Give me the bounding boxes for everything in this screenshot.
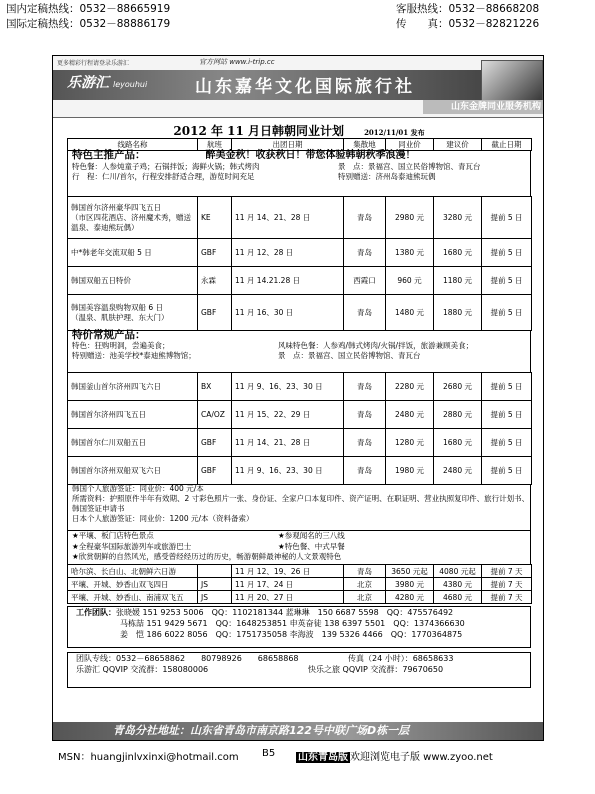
website-link[interactable]: 官方网站 www.i-trip.cc <box>199 58 275 66</box>
fax-number: 传 真：0532－82821226 <box>396 18 540 30</box>
table-row: 韩国首尔仁川双船五日 GBF 11 月 14、21、28 日 青岛 1280 元 1680 元 提前 5 日 <box>68 429 532 457</box>
table-row: 中*韩老年交流双船 5 日 GBF 11 月 12、28 日 青岛 1380 元 1680 元 提前 5 日 <box>68 239 532 267</box>
flyer-frame <box>52 55 544 741</box>
header-banner <box>53 56 543 118</box>
bottom-bar <box>0 746 595 794</box>
regular-table <box>67 372 532 485</box>
msn-contact[interactable]: MSN：huangjinlvxinxi@hotmail.com <box>58 752 239 763</box>
featured-heading: 特色主推产品： <box>72 149 146 161</box>
team-label: 工作团队： <box>76 608 116 617</box>
team-contact: 团队专线：0532－68658862 80798926 68658868 传真（24 小时）：68658633 乐游汇 QQVIP 交流群：158080006 快乐之旅 QQVIP 交流群：79670650 <box>67 652 531 688</box>
featured-table <box>67 196 532 331</box>
regular-heading: 特价常规产品： <box>72 329 146 341</box>
page-number: B5 <box>262 748 276 759</box>
table-row: 韩国双船五日特价 永霖 11 月 14.21.28 日 西霞口 960 元 1180 元 提前 5 日 <box>68 267 532 295</box>
featured-intro: 特色主推产品： 醉美金秋！收获秋日！带您体验韩朝秋季浪漫！ 特色餐：人参炖童子鸡；石锅拌饭；海鲜火锅；韩式烤肉 景 点：景福宫、国立民俗博物馆、青瓦台 行 程：仁川/首尔，行程安排舒适合理，游览时间充足 特别赠送：济州岛泰迪熊玩偶 <box>67 150 531 196</box>
table-row: 平壤、开城、妙香山双飞四日 JS 11 月 17、24 日 北京 3980 元 4380 元 提前 7 天 <box>68 578 532 591</box>
service-hotline: 客服热线：0532－88668208 <box>396 3 540 15</box>
regular-intro: 特价常规产品： 特色：狂购明洞，尝遍美食； 风味特色餐：人参鸡/韩式烤肉/火锅/拌饭，旅游兼顾美食； 特别赠送：池美学校*泰迪熊博物馆； 景 点：景福宫、国立民俗博物馆、青瓦台 <box>67 330 531 372</box>
domestic-hotline: 国内定稿热线：0532－88665919 <box>6 3 171 15</box>
brand-logo: 乐游汇 leyouhui <box>67 75 148 91</box>
table-row: 韩国美容温泉购物双船 6 日 （温泉、肌肤护理、东大门） GBF 11 月 16、30 日 青岛 1480 元 1880 元 提前 5 日 <box>68 295 532 331</box>
publish-date: 2012/11/01 发布 <box>364 128 425 137</box>
top-hotline-bar <box>0 0 595 52</box>
work-team: 工作团队：张晓媛 151 9253 5006 QQ：1102181344 蓝琳琳 150 6687 5598 QQ：475576492 马栋喆 151 9429 5671 QQ：1648253851 申英奋徒 138 6397 5501 QQ：1374366630 姜 恺 186 6022 8056 QQ：1751735058 李海波 139 5326 4466 QQ：1770364875 <box>67 606 531 648</box>
visa-info <box>67 484 531 530</box>
col-deadline: 截止日期 <box>482 139 532 151</box>
branch-address: 青岛分社地址：山东省青岛市南京路122号中联广场D栋一层 <box>53 722 544 740</box>
welcome-line[interactable]: 山东青岛版 欢迎浏览电子版 www.zyoo.net <box>298 752 493 763</box>
col-hub: 集散地 <box>344 139 386 151</box>
korea-visa: 韩国个人旅游签证：同业价：400 元/本 <box>72 484 204 493</box>
table-row: 韩国首尔济州豪华四飞五日 （市区四花酒店、济州魔术秀，赠送温泉、泰迪熊玩偶） KE 11 月 14、21、28 日 青岛 2980 元 3280 元 提前 5 日 <box>68 197 532 239</box>
col-flight: 航班 <box>198 139 232 151</box>
company-name: 山东嘉华文化国际旅行社 <box>195 77 415 97</box>
table-row: 哈尔滨、长白山、北朝鲜六日游 11 月 12、19、26 日 青岛 3650 元起 4080 元起 提前 7 天 <box>68 565 532 578</box>
col-price: 同业价 <box>386 139 434 151</box>
table-row: 韩国首尔济州双船双飞六日 GBF 11 月 9、16、23、30 日 青岛 1980 元 2480 元 提前 5 日 <box>68 457 532 485</box>
banner-photo <box>481 60 543 104</box>
table-row: 韩国釜山首尔济州四飞六日 BX 11 月 9、16、23、30 日 青岛 2280 元 2680 元 提前 5 日 <box>68 373 532 401</box>
dprk-table <box>67 564 532 604</box>
japan-visa: 日本个人旅游签证：同业价：1200 元/本（资料备索） <box>72 514 254 523</box>
col-dates: 出团日期 <box>232 139 344 151</box>
col-suggested: 建议价 <box>434 139 482 151</box>
intl-hotline: 国际定稿热线：0532－88886179 <box>6 18 171 30</box>
table-row: 韩国首尔济州四飞五日 CA/OZ 11 月 15、22、29 日 青岛 2480 元 2880 元 提前 5 日 <box>68 401 532 429</box>
col-route: 线路名称 <box>68 139 198 151</box>
page-title: 2012 年 11 月日韩朝同业计划 2012/11/01 发布 <box>173 124 425 138</box>
korea-visa-docs: 所需资料：护照原件半年有效期、2 寸彩色照片一张、身份证、全家户口本复印件、资产证明、在职证明、营业执照复印件、旅行计划书、韩国签证申请书 <box>72 494 530 513</box>
tagline: 更多精彩行程请登录乐游汇 <box>57 60 130 67</box>
dprk-highlights: ★平壤、板门店特色景点 ★参观闻名的三八线 ★全程豪华国际旅游列车或旅游巴士 ★特色餐、中式早餐 ★欣赏朝鲜的自然风光，感受曾经经历过的历史，畅游朝鲜最神秘的人文景观特色 <box>67 530 531 564</box>
featured-slogan: 醉美金秋！收获秋日！带您体验韩朝秋季浪漫！ <box>205 150 416 161</box>
table-row: 平壤、开城、妙香山、南浦双飞五 JS 11 月 20、27 日 北京 4280 元 4680 元 提前 7 天 <box>68 591 532 604</box>
banner-slogan: 山东金牌同业服务机构 <box>423 100 543 114</box>
